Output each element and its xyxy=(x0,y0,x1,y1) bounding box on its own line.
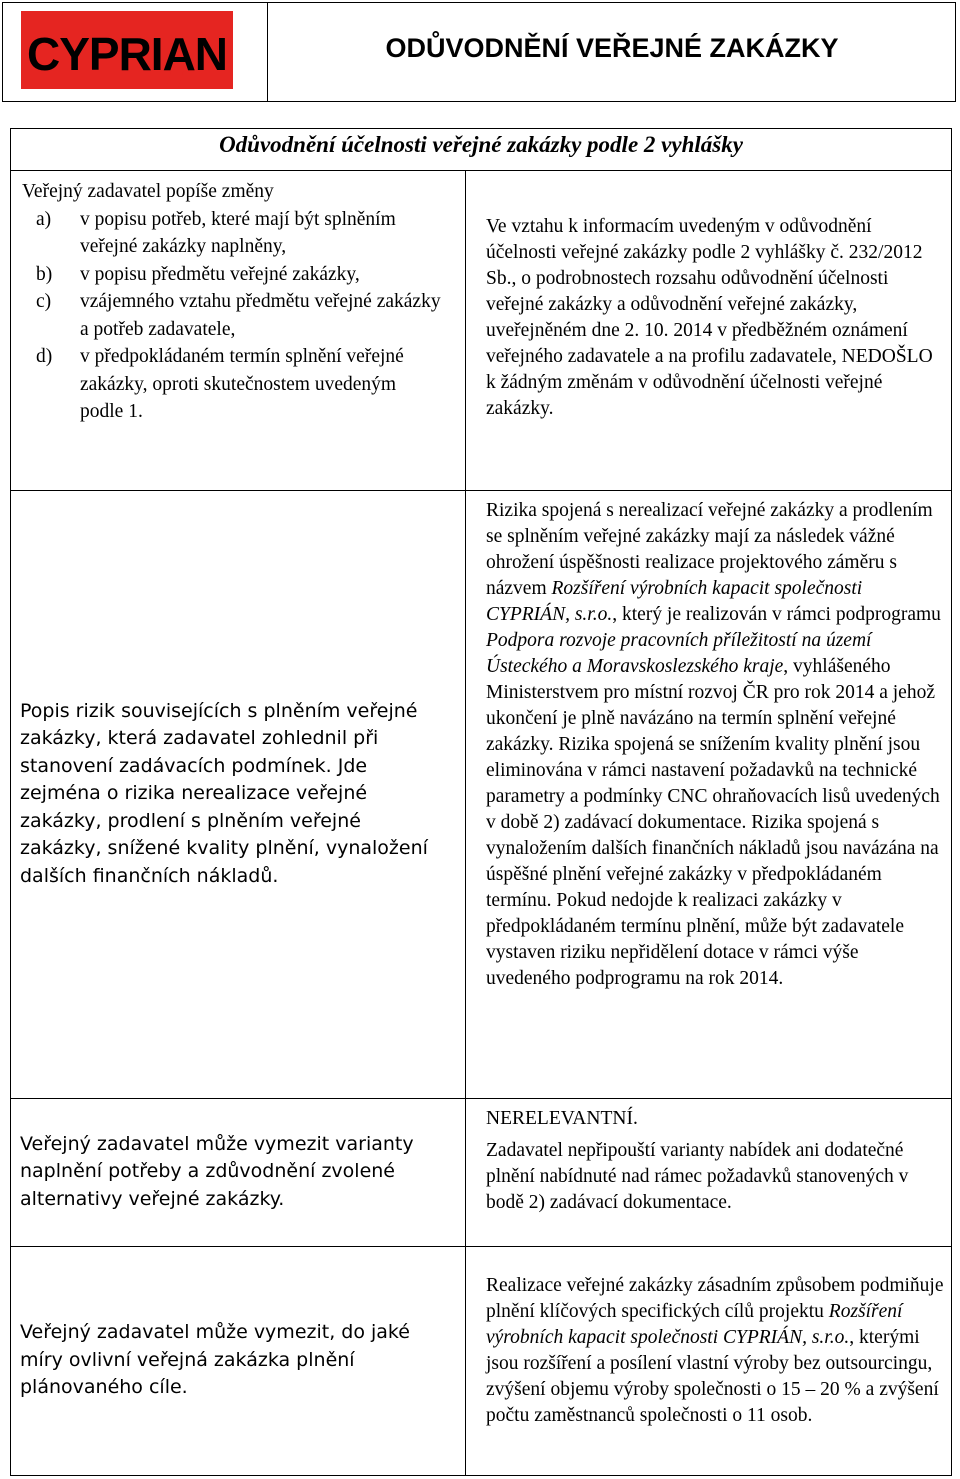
row3-right-text: Zadavatel nepřipouští varianty nabídek ani dodatečné plnění nabídnuté nad rámec požadavků stanovených v bodě 2) zadávací dokumentace. xyxy=(486,1140,909,1213)
row3-right-head: NERELEVANTNÍ. xyxy=(486,1108,638,1129)
row3-left-cell xyxy=(20,1098,440,1246)
justification-table xyxy=(10,128,952,1476)
row1-left-intro: Veřejný zadavatel popíše změny xyxy=(22,181,274,202)
document-title: ODŮVODNĚNÍ VEŘEJNÉ ZAKÁZKY xyxy=(385,33,839,63)
list-item-text: v popisu předmětu veřejné zakázky, xyxy=(80,263,360,285)
row2-right-cell xyxy=(486,498,946,992)
row1-right-cell xyxy=(486,214,946,422)
company-logo xyxy=(21,11,233,89)
list-item-text: v předpokládaném termín splnění veřejné zakázky, oproti skutečnostem uvedeným podle 1. xyxy=(80,346,404,422)
list-item-label: c) xyxy=(36,291,52,312)
row4-left-cell xyxy=(20,1246,440,1475)
list-item-text: vzájemného vztahu předmětu veřejné zakázky a potřeb zadavatele, xyxy=(80,291,441,340)
logo-area xyxy=(3,3,268,101)
list-item xyxy=(22,343,442,426)
document-header xyxy=(2,2,956,102)
row4-left-text: Veřejný zadavatel může vymezit, do jaké míry ovlivní veřejná zakázka plnění plánovaného cíle. xyxy=(20,1321,410,1399)
list-item xyxy=(22,206,442,261)
list-item-label: b) xyxy=(36,263,53,285)
logo-text: CYPRIAN xyxy=(26,28,228,80)
list-item-label: a) xyxy=(36,208,52,230)
row1-right-text: Ve vztahu k informacím uvedeným v odůvodnění účelnosti veřejné zakázky podle 2 vyhlášky č. 232/2012 Sb., o podrobnostech rozsahu odůvodnění účelnosti veřejné zakázky a odůvodnění veřejné zakázky, uveřejněném dne 2. 10. 2014 v předběžném oznámení veřejného zadavatele a na profilu zadavatele, NEDOŠLO k žádným změnám v odůvodnění účelnosti veřejné zakázky. xyxy=(486,216,933,419)
row4-right-cell xyxy=(486,1273,946,1429)
list-item xyxy=(22,288,442,343)
list-item xyxy=(22,261,442,289)
row1-left-cell xyxy=(22,178,442,488)
section-title: Odůvodnění účelnosti veřejné zakázky podle 2 vyhlášky xyxy=(219,132,743,157)
row2-left-text: Popis rizik souvisejících s plněním veřejné zakázky, která zadavatel zohlednil při stanovení zadávacích podmínek. Jde zejména o rizika nerealizace veřejné zakázky, prodlení s plněním veřejné zakázky, snížené kvality plnění, vynaložení dalších finančních nákladů. xyxy=(20,699,428,887)
row2-left-cell xyxy=(20,490,440,1098)
row3-left-text: Veřejný zadavatel může vymezit varianty naplnění potřeby a zdůvodnění zvolené alternativy veřejné zakázky. xyxy=(20,1132,414,1210)
list-item-text: v popisu potřeb, které mají být splněním veřejné zakázky naplněny, xyxy=(80,208,396,257)
list-item-label: d) xyxy=(36,346,53,367)
row3-right-cell xyxy=(486,1106,946,1216)
row2-right-text: Rizika spojená s nerealizací veřejné zakázky a prodlením se splněním veřejné zakázky mají za následek vážné ohrožení úspěšnosti realizace projektového záměru s názvem Rozšíření výrobních kapacit společnosti CYPRIÁN, s.r.o., který je realizován v rámci podprogramu Podpora rozvoje pracovních příležitostí na území Ústeckého a Moravskoslezského kraje, vyhlášeného Ministerstvem pro místní rozvoj ČR pro rok 2014 a jehož ukončení je plně navázáno na termín splnění veřejné zakázky. Rizika spojená se snížením kvality plnění jsou eliminována v rámci nastavení požadavků na technické parametry a podmínky CNC ohraňovacích lisů uvedených v době 2) zadávací dokumentace. Rizika spojená s vynaložením dalších finančních nákladů jsou navázána na úspěšné plnění veřejné zakázky v předpokládaném termínu. Pokud nedojde k realizaci zakázky v předpokládaném termínu plnění, může být zadavatele vystaven riziku nepřidělení dotace v rámci výše uvedeného podprogramu na rok 2014. xyxy=(486,500,941,989)
row4-right-text: Realizace veřejné zakázky zásadním způsobem podmiňuje plnění klíčových specifických cílů projektu Rozšíření výrobních kapacit společnosti CYPRIÁN, s.r.o., kterými jsou rozšíření a posílení vlastní výroby bez outsourcingu, zvýšení objemu výroby společnosti o 15 – 20 % a zvýšení počtu zaměstnanců společnosti o 11 osob. xyxy=(486,1275,944,1426)
